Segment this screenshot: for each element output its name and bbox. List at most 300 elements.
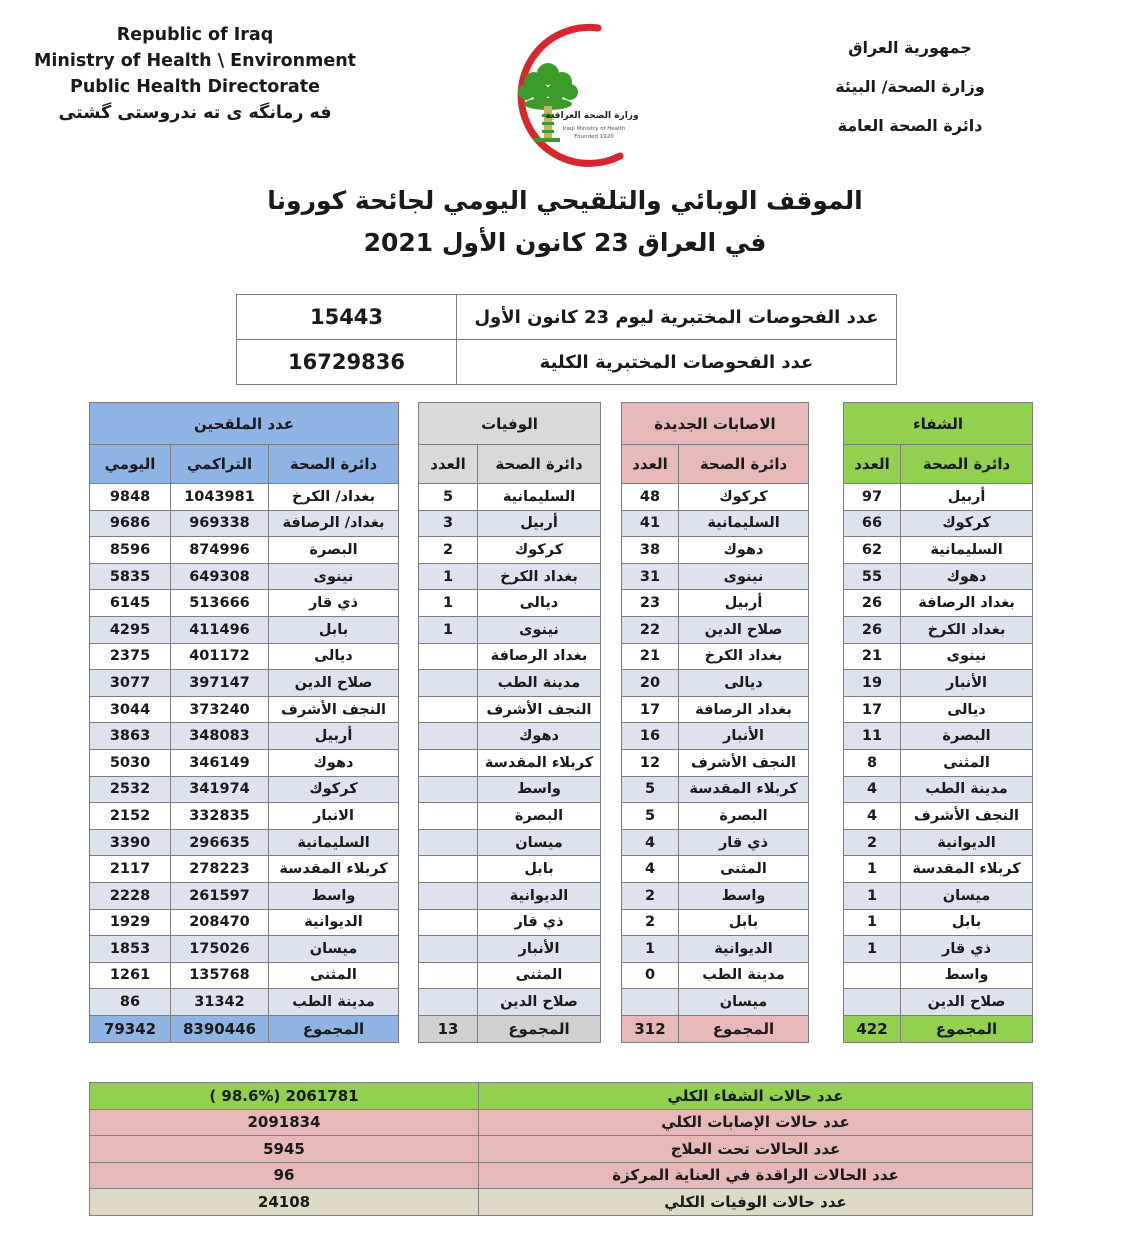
- new-cases-cell-dept: البصرة: [679, 803, 809, 830]
- deaths-cell-dept: مدينة الطب: [478, 670, 601, 697]
- header-ar-directorate: دائرة الصحة العامة: [837, 116, 983, 135]
- new-cases-cell-dept: بابل: [679, 909, 809, 936]
- vaccination-cell-dept: نينوى: [269, 563, 399, 590]
- new-cases-cell-dept: ميسان: [679, 989, 809, 1016]
- new-cases-row: [622, 563, 809, 590]
- deaths-row: [419, 670, 601, 697]
- recovery-cell-count: 97: [844, 484, 901, 511]
- recovery-row: [844, 776, 1033, 803]
- new-cases-row: [622, 643, 809, 670]
- deaths-cell-dept: النجف الأشرف: [478, 696, 601, 723]
- new-cases-cell-dept: النجف الأشرف: [679, 749, 809, 776]
- logo-founded: Founded 1920: [574, 134, 614, 140]
- deaths-cell-dept: بابل: [478, 856, 601, 883]
- palm-tree-logo-icon: [470, 14, 670, 174]
- deaths-cell-dept: البصرة: [478, 803, 601, 830]
- vaccination-cell-cumulative: 649308: [171, 563, 269, 590]
- recovery-cell-dept: السليمانية: [901, 537, 1033, 564]
- deaths-row: [419, 803, 601, 830]
- new-cases-cell-dept: السليمانية: [679, 510, 809, 537]
- recovery-col-dept: دائرة الصحة: [901, 445, 1033, 484]
- vaccination-cell-dept: كربلاء المقدسة: [269, 856, 399, 883]
- recovery-row: [844, 723, 1033, 750]
- vaccination-row: [90, 776, 399, 803]
- vaccination-cell-dept: مدينة الطب: [269, 989, 399, 1016]
- deaths-cell-dept: ديالى: [478, 590, 601, 617]
- lab-tests-total-row: [237, 340, 897, 385]
- new-cases-row: [622, 723, 809, 750]
- recovery-rows: [844, 484, 1033, 1016]
- new-cases-row: [622, 670, 809, 697]
- recovery-row: [844, 856, 1033, 883]
- deaths-cell-dept: صلاح الدين: [478, 989, 601, 1016]
- vaccination-title: عدد الملقحين: [90, 403, 399, 445]
- vaccination-cell-daily: 5030: [90, 749, 171, 776]
- vaccination-cell-cumulative: 135768: [171, 962, 269, 989]
- summary-row: [90, 1109, 1033, 1136]
- deaths-cell-count: 2: [419, 537, 478, 564]
- vaccination-cell-dept: واسط: [269, 882, 399, 909]
- new-cases-cell-count: 5: [622, 776, 679, 803]
- deaths-row: [419, 616, 601, 643]
- summary-label: عدد حالات الشفاء الكلي: [479, 1083, 1033, 1110]
- deaths-row: [419, 723, 601, 750]
- recovery-cell-count: 66: [844, 510, 901, 537]
- vaccination-cell-cumulative: 208470: [171, 909, 269, 936]
- new-cases-rows: [622, 484, 809, 1016]
- lab-tests-daily-row: [237, 295, 897, 340]
- recovery-row: [844, 563, 1033, 590]
- vaccination-cell-dept: دهوك: [269, 749, 399, 776]
- summary-row: [90, 1189, 1033, 1216]
- vaccination-cell-daily: 6145: [90, 590, 171, 617]
- recovery-cell-dept: صلاح الدين: [901, 989, 1033, 1016]
- vaccination-cell-daily: 86: [90, 989, 171, 1016]
- header-line-kurdish: فه رمانگه ی ته ندروستی گشتی: [58, 103, 332, 123]
- new-cases-cell-dept: صلاح الدين: [679, 616, 809, 643]
- vaccination-cell-cumulative: 175026: [171, 936, 269, 963]
- deaths-row: [419, 590, 601, 617]
- vaccination-cell-cumulative: 969338: [171, 510, 269, 537]
- new-cases-col-dept: دائرة الصحة: [679, 445, 809, 484]
- summary-value: 96: [90, 1162, 479, 1189]
- vaccination-total-cumulative: 8390446: [171, 1015, 269, 1042]
- new-cases-cell-count: 16: [622, 723, 679, 750]
- deaths-cell-dept: دهوك: [478, 723, 601, 750]
- recovery-total-label: المجموع: [901, 1015, 1033, 1042]
- summary-label: عدد الحالات الراقدة في العناية المركزة: [479, 1162, 1033, 1189]
- deaths-cell-dept: ميسان: [478, 829, 601, 856]
- new-cases-cell-dept: مدينة الطب: [679, 962, 809, 989]
- deaths-row: [419, 510, 601, 537]
- recovery-cell-dept: الديوانية: [901, 829, 1033, 856]
- recovery-row: [844, 936, 1033, 963]
- new-cases-cell-dept: بغداد الكرخ: [679, 643, 809, 670]
- recovery-cell-dept: الأنبار: [901, 670, 1033, 697]
- vaccination-row: [90, 537, 399, 564]
- vaccination-cell-cumulative: 261597: [171, 882, 269, 909]
- vaccination-total-daily: 79342: [90, 1015, 171, 1042]
- logo-arabic-name: وزارة الصحة العراقية: [545, 111, 639, 121]
- deaths-cell-dept: بغداد الكرخ: [478, 563, 601, 590]
- recovery-row: [844, 962, 1033, 989]
- new-cases-row: [622, 537, 809, 564]
- new-cases-row: [622, 696, 809, 723]
- vaccination-row: [90, 616, 399, 643]
- new-cases-cell-count: 2: [622, 882, 679, 909]
- vaccination-cell-daily: 8596: [90, 537, 171, 564]
- deaths-row: [419, 962, 601, 989]
- new-cases-row: [622, 989, 809, 1016]
- deaths-cell-dept: كربلاء المقدسة: [478, 749, 601, 776]
- recovery-cell-dept: البصرة: [901, 723, 1033, 750]
- vaccination-cell-daily: 5835: [90, 563, 171, 590]
- new-cases-cell-dept: الديوانية: [679, 936, 809, 963]
- vaccination-row: [90, 749, 399, 776]
- page-title: [200, 180, 930, 264]
- vaccination-row: [90, 989, 399, 1016]
- recovery-cell-count: 19: [844, 670, 901, 697]
- new-cases-cell-count: 2: [622, 909, 679, 936]
- vaccination-row: [90, 856, 399, 883]
- new-cases-cell-dept: أربيل: [679, 590, 809, 617]
- vaccination-cell-dept: السليمانية: [269, 829, 399, 856]
- vaccination-row: [90, 643, 399, 670]
- deaths-cell-count: [419, 856, 478, 883]
- recovery-table: [843, 402, 1033, 1043]
- vaccination-cell-daily: 3044: [90, 696, 171, 723]
- title-line-2: في العراق 23 كانون الأول 2021: [363, 228, 767, 257]
- new-cases-cell-count: 48: [622, 484, 679, 511]
- recovery-cell-count: 55: [844, 563, 901, 590]
- deaths-cell-count: [419, 670, 478, 697]
- vaccination-cell-dept: النجف الأشرف: [269, 696, 399, 723]
- deaths-cell-dept: المثنى: [478, 962, 601, 989]
- new-cases-cell-dept: كربلاء المقدسة: [679, 776, 809, 803]
- vaccination-cell-cumulative: 346149: [171, 749, 269, 776]
- recovery-cell-dept: بابل: [901, 909, 1033, 936]
- recovery-cell-dept: ميسان: [901, 882, 1033, 909]
- deaths-col-count: العدد: [419, 445, 478, 484]
- vaccination-rows: [90, 484, 399, 1016]
- vaccination-row: [90, 936, 399, 963]
- vaccination-cell-dept: أربيل: [269, 723, 399, 750]
- deaths-row: [419, 484, 601, 511]
- vaccination-cell-daily: 2228: [90, 882, 171, 909]
- new-cases-row: [622, 962, 809, 989]
- new-cases-row: [622, 803, 809, 830]
- deaths-row: [419, 882, 601, 909]
- vaccination-row: [90, 882, 399, 909]
- header-line-ministry: Ministry of Health \ Environment: [33, 51, 357, 71]
- summary-value: 2091834: [90, 1109, 479, 1136]
- deaths-cell-dept: واسط: [478, 776, 601, 803]
- vaccination-cell-cumulative: 278223: [171, 856, 269, 883]
- vaccination-cell-dept: ذي قار: [269, 590, 399, 617]
- deaths-cell-count: 1: [419, 563, 478, 590]
- recovery-cell-count: 62: [844, 537, 901, 564]
- recovery-cell-count: 1: [844, 882, 901, 909]
- recovery-row: [844, 590, 1033, 617]
- recovery-cell-dept: ديالى: [901, 696, 1033, 723]
- deaths-cell-count: [419, 829, 478, 856]
- vaccination-row: [90, 590, 399, 617]
- recovery-row: [844, 696, 1033, 723]
- summary-value: 24108: [90, 1189, 479, 1216]
- deaths-cell-count: [419, 909, 478, 936]
- deaths-row: [419, 989, 601, 1016]
- vaccination-cell-dept: بابل: [269, 616, 399, 643]
- recovery-row: [844, 989, 1033, 1016]
- vaccination-total-row: [90, 1015, 399, 1042]
- recovery-title: الشفاء: [844, 403, 1033, 445]
- deaths-row: [419, 696, 601, 723]
- vaccination-cell-cumulative: 874996: [171, 537, 269, 564]
- header-ar-ministry: وزارة الصحة/ البيئة: [835, 77, 985, 96]
- summary-rows: [90, 1083, 1033, 1216]
- vaccination-total-label: المجموع: [269, 1015, 399, 1042]
- header-english-block: [30, 22, 360, 126]
- vaccination-cell-daily: 3863: [90, 723, 171, 750]
- deaths-cell-count: [419, 989, 478, 1016]
- recovery-cell-count: 1: [844, 856, 901, 883]
- recovery-col-count: العدد: [844, 445, 901, 484]
- deaths-cell-dept: أربيل: [478, 510, 601, 537]
- new-cases-cell-count: 20: [622, 670, 679, 697]
- deaths-col-dept: دائرة الصحة: [478, 445, 601, 484]
- recovery-row: [844, 643, 1033, 670]
- recovery-cell-count: [844, 989, 901, 1016]
- new-cases-row: [622, 749, 809, 776]
- summary-table: [89, 1082, 1033, 1216]
- recovery-row: [844, 484, 1033, 511]
- recovery-row: [844, 670, 1033, 697]
- header-arabic-block: [800, 28, 1020, 145]
- new-cases-cell-count: 12: [622, 749, 679, 776]
- deaths-total-row: [419, 1015, 601, 1042]
- new-cases-row: [622, 856, 809, 883]
- vaccination-cell-cumulative: 296635: [171, 829, 269, 856]
- recovery-row: [844, 909, 1033, 936]
- new-cases-row: [622, 909, 809, 936]
- vaccination-cell-daily: 4295: [90, 616, 171, 643]
- vaccination-cell-cumulative: 348083: [171, 723, 269, 750]
- vaccination-cell-dept: المثنى: [269, 962, 399, 989]
- deaths-cell-dept: السليمانية: [478, 484, 601, 511]
- recovery-cell-count: 4: [844, 776, 901, 803]
- deaths-cell-dept: نينوى: [478, 616, 601, 643]
- recovery-cell-dept: دهوك: [901, 563, 1033, 590]
- new-cases-cell-count: 22: [622, 616, 679, 643]
- deaths-cell-count: [419, 749, 478, 776]
- new-cases-row: [622, 829, 809, 856]
- deaths-rows: [419, 484, 601, 1016]
- recovery-cell-count: 8: [844, 749, 901, 776]
- vaccination-cell-cumulative: 332835: [171, 803, 269, 830]
- summary-row: [90, 1162, 1033, 1189]
- deaths-row: [419, 776, 601, 803]
- deaths-cell-dept: كركوك: [478, 537, 601, 564]
- new-cases-cell-count: 17: [622, 696, 679, 723]
- vaccination-row: [90, 563, 399, 590]
- vaccination-cell-cumulative: 397147: [171, 670, 269, 697]
- vaccination-cell-dept: بغداد/ الرصافة: [269, 510, 399, 537]
- vaccination-row: [90, 909, 399, 936]
- deaths-table: [418, 402, 601, 1043]
- new-cases-cell-count: 0: [622, 962, 679, 989]
- deaths-cell-dept: بغداد الرصافة: [478, 643, 601, 670]
- vaccination-row: [90, 484, 399, 511]
- new-cases-cell-dept: ذي قار: [679, 829, 809, 856]
- new-cases-row: [622, 510, 809, 537]
- new-cases-cell-dept: نينوى: [679, 563, 809, 590]
- deaths-cell-count: 3: [419, 510, 478, 537]
- new-cases-total-label: المجموع: [679, 1015, 809, 1042]
- recovery-cell-dept: واسط: [901, 962, 1033, 989]
- deaths-row: [419, 537, 601, 564]
- vaccination-cell-daily: 9686: [90, 510, 171, 537]
- deaths-total-label: المجموع: [478, 1015, 601, 1042]
- vaccination-cell-dept: ميسان: [269, 936, 399, 963]
- header-ar-republic: جمهورية العراق: [848, 38, 972, 57]
- deaths-row: [419, 909, 601, 936]
- vaccination-row: [90, 829, 399, 856]
- lab-tests-table: [236, 294, 897, 385]
- new-cases-col-count: العدد: [622, 445, 679, 484]
- deaths-total-value: 13: [419, 1015, 478, 1042]
- new-cases-cell-count: 23: [622, 590, 679, 617]
- summary-value: ( 98.6%) 2061781: [90, 1083, 479, 1110]
- vaccination-row: [90, 803, 399, 830]
- vaccination-cell-dept: البصرة: [269, 537, 399, 564]
- recovery-cell-dept: بغداد الرصافة: [901, 590, 1033, 617]
- vaccination-cell-cumulative: 1043981: [171, 484, 269, 511]
- vaccination-cell-daily: 3390: [90, 829, 171, 856]
- recovery-cell-dept: ذي قار: [901, 936, 1033, 963]
- header-line-directorate: Public Health Directorate: [70, 77, 320, 97]
- recovery-row: [844, 803, 1033, 830]
- deaths-cell-count: [419, 776, 478, 803]
- new-cases-cell-count: 31: [622, 563, 679, 590]
- vaccination-cell-cumulative: 341974: [171, 776, 269, 803]
- recovery-cell-dept: نينوى: [901, 643, 1033, 670]
- new-cases-cell-count: 41: [622, 510, 679, 537]
- vaccination-row: [90, 696, 399, 723]
- new-cases-cell-dept: واسط: [679, 882, 809, 909]
- new-cases-cell-dept: دهوك: [679, 537, 809, 564]
- deaths-row: [419, 749, 601, 776]
- vaccination-col-daily: اليومي: [90, 445, 171, 484]
- vaccination-row: [90, 962, 399, 989]
- new-cases-cell-dept: ديالى: [679, 670, 809, 697]
- vaccination-cell-daily: 2117: [90, 856, 171, 883]
- new-cases-cell-dept: بغداد الرصافة: [679, 696, 809, 723]
- vaccination-cell-cumulative: 31342: [171, 989, 269, 1016]
- vaccination-cell-daily: 2375: [90, 643, 171, 670]
- deaths-row: [419, 936, 601, 963]
- vaccination-cell-daily: 1261: [90, 962, 171, 989]
- vaccination-cell-daily: 2532: [90, 776, 171, 803]
- deaths-row: [419, 563, 601, 590]
- recovery-total-row: [844, 1015, 1033, 1042]
- new-cases-cell-count: 4: [622, 829, 679, 856]
- recovery-cell-count: 2: [844, 829, 901, 856]
- deaths-cell-count: 1: [419, 590, 478, 617]
- summary-row: [90, 1136, 1033, 1163]
- vaccination-cell-dept: الانبار: [269, 803, 399, 830]
- vaccination-cell-cumulative: 373240: [171, 696, 269, 723]
- deaths-cell-count: [419, 936, 478, 963]
- recovery-cell-dept: كربلاء المقدسة: [901, 856, 1033, 883]
- vaccination-cell-dept: ديالى: [269, 643, 399, 670]
- vaccination-cell-dept: الديوانية: [269, 909, 399, 936]
- vaccination-cell-dept: كركوك: [269, 776, 399, 803]
- recovery-cell-count: 26: [844, 590, 901, 617]
- new-cases-total-value: 312: [622, 1015, 679, 1042]
- recovery-cell-dept: المثنى: [901, 749, 1033, 776]
- new-cases-cell-count: 4: [622, 856, 679, 883]
- new-cases-cell-count: 1: [622, 936, 679, 963]
- vaccination-cell-daily: 2152: [90, 803, 171, 830]
- vaccination-col-dept: دائرة الصحة: [269, 445, 399, 484]
- recovery-cell-count: 26: [844, 616, 901, 643]
- vaccination-cell-cumulative: 411496: [171, 616, 269, 643]
- summary-value: 5945: [90, 1136, 479, 1163]
- recovery-cell-dept: النجف الأشرف: [901, 803, 1033, 830]
- lab-tests-daily-label: عدد الفحوصات المختبرية ليوم 23 كانون الأول: [457, 295, 897, 340]
- recovery-cell-dept: بغداد الكرخ: [901, 616, 1033, 643]
- deaths-cell-count: [419, 643, 478, 670]
- summary-row: [90, 1083, 1033, 1110]
- lab-tests-total-value: 16729836: [237, 340, 457, 385]
- vaccination-cell-daily: 3077: [90, 670, 171, 697]
- new-cases-table: [621, 402, 809, 1043]
- recovery-cell-count: 1: [844, 909, 901, 936]
- recovery-row: [844, 616, 1033, 643]
- new-cases-row: [622, 882, 809, 909]
- recovery-cell-dept: مدينة الطب: [901, 776, 1033, 803]
- vaccination-col-cumulative: التراكمي: [171, 445, 269, 484]
- deaths-cell-count: [419, 962, 478, 989]
- vaccination-cell-cumulative: 513666: [171, 590, 269, 617]
- deaths-cell-count: [419, 882, 478, 909]
- vaccination-row: [90, 510, 399, 537]
- new-cases-total-row: [622, 1015, 809, 1042]
- new-cases-title: الاصابات الجديدة: [622, 403, 809, 445]
- new-cases-cell-dept: المثنى: [679, 856, 809, 883]
- title-line-1: الموقف الوبائي والتلقيحي اليومي لجائحة كورونا: [267, 186, 863, 215]
- new-cases-cell-dept: كركوك: [679, 484, 809, 511]
- deaths-cell-dept: الديوانية: [478, 882, 601, 909]
- logo-english-name: Iraqi Ministry of Health: [562, 126, 626, 132]
- deaths-title: الوفيات: [419, 403, 601, 445]
- new-cases-cell-dept: الأنبار: [679, 723, 809, 750]
- vaccination-row: [90, 670, 399, 697]
- vaccination-cell-daily: 9848: [90, 484, 171, 511]
- new-cases-cell-count: 5: [622, 803, 679, 830]
- new-cases-row: [622, 936, 809, 963]
- recovery-row: [844, 882, 1033, 909]
- vaccination-cell-daily: 1853: [90, 936, 171, 963]
- recovery-row: [844, 749, 1033, 776]
- vaccination-row: [90, 723, 399, 750]
- new-cases-cell-count: 21: [622, 643, 679, 670]
- recovery-cell-count: 21: [844, 643, 901, 670]
- lab-tests-daily-value: 15443: [237, 295, 457, 340]
- new-cases-cell-count: 38: [622, 537, 679, 564]
- new-cases-cell-count: [622, 989, 679, 1016]
- deaths-row: [419, 829, 601, 856]
